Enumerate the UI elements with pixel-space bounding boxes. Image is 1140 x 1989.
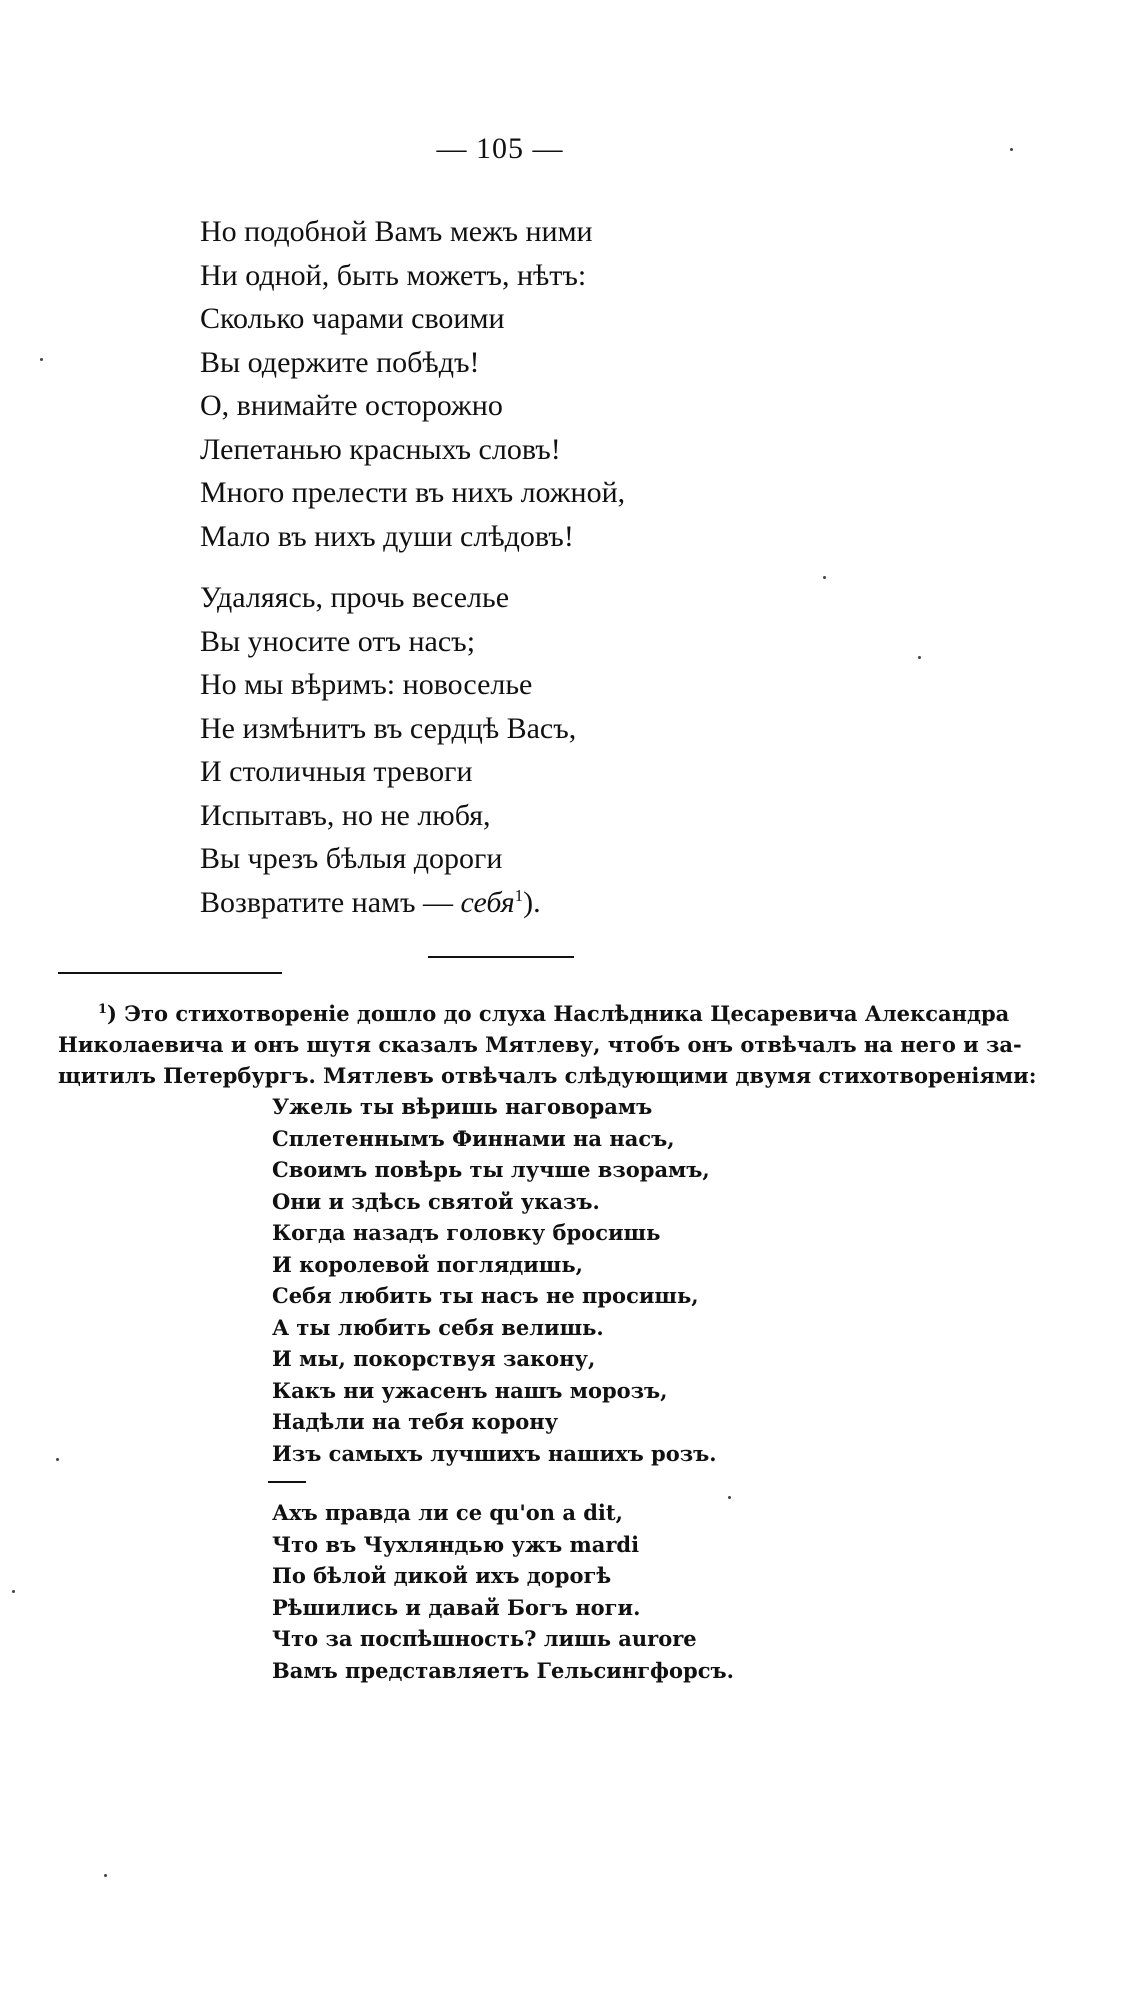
verse-line: Что въ Чухляндью ужъ mardi bbox=[272, 1531, 640, 1557]
poem-line: Ни одной, быть можетъ, нѣтъ: bbox=[200, 258, 587, 292]
poem-line: Не измѣнитъ въ сердцѣ Васъ, bbox=[200, 711, 577, 745]
poem-line: Вы одержите побѣдъ! bbox=[200, 345, 480, 379]
poem-final-text: Возвратите намъ — bbox=[200, 885, 461, 919]
poem-line: Но мы вѣримъ: новоселье bbox=[200, 668, 533, 701]
poem-line: Лепетанью красныхъ словъ! bbox=[200, 432, 561, 466]
scan-speck bbox=[918, 656, 921, 659]
footnote-verse-2 bbox=[272, 1497, 958, 1686]
verse-line: Ужель ты вѣришь наговорамъ bbox=[272, 1094, 653, 1119]
poem bbox=[200, 210, 625, 924]
footnote-marker: 1 bbox=[98, 1002, 108, 1017]
verse-line: Вамъ представляетъ Гельсингфорсъ. bbox=[272, 1657, 734, 1683]
footnote-line: щитилъ Петербургъ. Мятлевъ отвѣчалъ слѣдующими двумя стихотвореніями: bbox=[58, 1063, 1037, 1088]
poem-line: Испытавъ, но не любя, bbox=[200, 798, 491, 832]
verse-line: Рѣшились и давай Богъ ноги. bbox=[272, 1594, 641, 1620]
verse-separator-dash bbox=[268, 1481, 306, 1483]
page-number: — 105 — bbox=[436, 132, 564, 165]
verse-line: По бѣлой дикой ихъ дорогѣ bbox=[272, 1563, 612, 1588]
scan-speck bbox=[40, 358, 43, 361]
poem-stanza-1 bbox=[200, 210, 625, 558]
section-end-rule bbox=[428, 956, 574, 958]
verse-line: Что за поспѣшность? лишь aurore bbox=[272, 1626, 697, 1651]
poem-line: И столичныя тревоги bbox=[200, 755, 473, 788]
scan-speck bbox=[728, 1496, 731, 1499]
verse-line: Надѣли на тебя корону bbox=[272, 1409, 559, 1434]
scan-speck bbox=[12, 1590, 15, 1593]
footnote-text: ) Это стихотвореніе дошло до слуха Наслѣдника Цесаревича Александра bbox=[107, 1001, 1010, 1026]
poem-final-punctuation: ). bbox=[523, 885, 541, 919]
poem-line: Вы уносите отъ насъ; bbox=[200, 624, 476, 658]
poem-line: Вы чрезъ бѣлыя дороги bbox=[200, 842, 503, 875]
verse-line: Ахъ правда ли се qu'on a dit, bbox=[272, 1500, 623, 1525]
poem-line: О, внимайте осторожно bbox=[200, 389, 503, 422]
poem-line: Много прелести въ нихъ ложной, bbox=[200, 476, 626, 509]
scan-speck bbox=[56, 1458, 59, 1461]
footnote bbox=[58, 998, 1037, 1686]
verse-line: Когда назадъ головку бросишь bbox=[272, 1220, 661, 1245]
verse-line: Сплетеннымъ Финнами на насъ, bbox=[272, 1125, 675, 1151]
poem-line: Но подобной Вамъ межъ ними bbox=[200, 215, 593, 248]
poem-line: Удаляясь, прочь веселье bbox=[200, 581, 510, 614]
verse-line: Они и здѣсь святой указъ. bbox=[272, 1188, 600, 1214]
verse-line: Себя любить ты насъ не просишь, bbox=[272, 1283, 699, 1308]
footnote-reference: 1 bbox=[514, 885, 524, 905]
footnote-line: Николаевича и онъ шутя сказалъ Мятлеву, чтобъ онъ отвѣчалъ на него и за- bbox=[58, 1032, 1022, 1057]
footnote-line bbox=[58, 998, 1010, 1029]
verse-line: Изъ самыхъ лучшихъ нашихъ розъ. bbox=[272, 1440, 717, 1466]
poem-stanza-2 bbox=[200, 576, 625, 924]
poem-line: Мало въ нихъ души слѣдовъ! bbox=[200, 519, 574, 553]
poem-final-italic: себя bbox=[460, 885, 515, 919]
poem-line: Сколько чарами своими bbox=[200, 302, 505, 335]
scan-speck bbox=[1010, 148, 1013, 151]
poem-final-line bbox=[200, 881, 625, 925]
footnote-separator-rule bbox=[58, 972, 282, 974]
scan-speck bbox=[104, 1874, 107, 1877]
verse-line: А ты любить себя велишь. bbox=[272, 1314, 604, 1340]
scan-speck bbox=[823, 576, 826, 579]
footnote-paragraph bbox=[58, 998, 1037, 1091]
verse-line: И королевой поглядишь, bbox=[272, 1251, 583, 1277]
verse-line: И мы, покорствуя закону, bbox=[272, 1346, 596, 1371]
footnote-verse-1 bbox=[272, 1091, 958, 1469]
verse-line: Своимъ повѣрь ты лучше взорамъ, bbox=[272, 1157, 710, 1182]
verse-line: Какъ ни ужасенъ нашъ морозъ, bbox=[272, 1377, 668, 1403]
